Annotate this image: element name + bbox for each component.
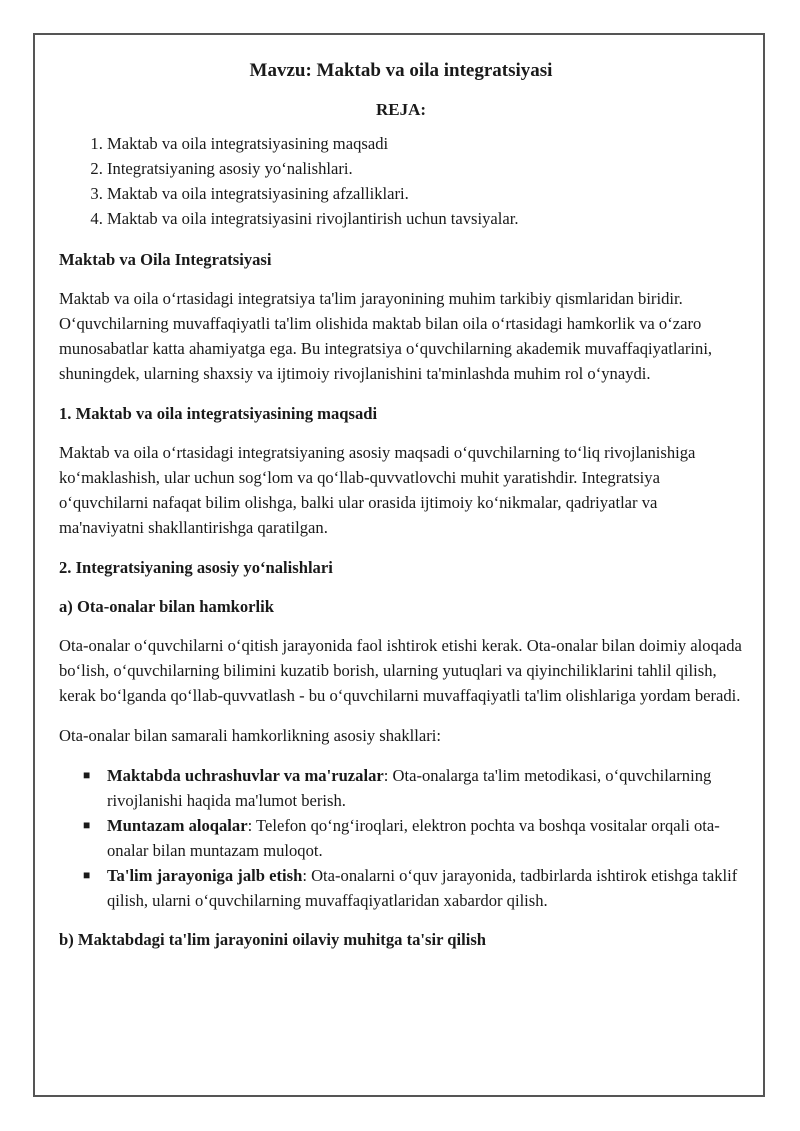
list-item-term: Maktabda uchrashuvlar va ma'ruzalar (107, 766, 384, 785)
subsection-heading-a: a) Ota-onalar bilan hamkorlik (59, 597, 274, 616)
document-content (59, 57, 743, 966)
bullet-icon: ■ (83, 818, 91, 832)
list-item-term: Ta'lim jarayoniga jalb etish (107, 866, 303, 885)
bullet-icon: ■ (83, 768, 91, 782)
list-item (83, 763, 743, 813)
document-title: Mavzu: Maktab va oila integratsiyasi (249, 60, 553, 81)
subsection-heading-b: b) Maktabdagi ta'lim jarayonini oilaviy muhitga ta'sir qilish (59, 930, 487, 949)
plan-list (59, 131, 743, 231)
plan-item: 4. Maktab va oila integratsiyasini rivojlantirish uchun tavsiyalar. (107, 206, 743, 231)
section-heading-intro: Maktab va Oila Integratsiyasi (59, 250, 272, 269)
bullet-icon: ■ (83, 868, 91, 882)
plan-item: 2. Integratsiyaning asosiy yo‘nalishlari. (107, 156, 743, 181)
plan-item: 1. Maktab va oila integratsiyasining maqsadi (107, 131, 743, 156)
list-item-desc: : Ota-onalarga ta'lim metodikasi, o‘quvchilarning rivojlanishi haqida ma'lumot berish. (107, 766, 712, 810)
paragraph-section-1: Maktab va oila o‘rtasidagi integratsiyaning asosiy maqsadi o‘quvchilarning to‘liq rivojlanishiga ko‘maklashish, ular uchun sog‘lom va qo‘llab-quvvatlovchi muhit yaratishdir. Integratsiya o‘quvchilarni nafaqat bilim olishga, balki ular orasida ijtimoiy ko‘nikmalar, qadriyatlar va ma'naviyatni shakllantirishga qaratilgan. (59, 443, 696, 537)
forms-list (59, 763, 743, 913)
section-heading-2: 2. Integratsiyaning asosiy yo‘nalishlari (59, 558, 333, 577)
section-heading-1: 1. Maktab va oila integratsiyasining maqsadi (59, 404, 378, 423)
list-item-desc: : Telefon qo‘ng‘iroqlari, elektron pochta va boshqa vositalar orqali ota-onalar bilan muntazam muloqot. (107, 816, 720, 860)
plan-heading: REJA: (375, 100, 427, 119)
paragraph-intro: Maktab va oila o‘rtasidagi integratsiya ta'lim jarayonining muhim tarkibiy qismlaridan biridir. O‘quvchilarning muvaffaqiyatli ta'lim olishida maktab bilan oila o‘rtasidagi hamkorlik va o‘zaro munosabatlar katta ahamiyatga ega. Bu integratsiya o‘quvchilarning akademik muvaffaqiyatlarini, shuningdek, ularning shaxsiy va ijtimoiy rivojlanishini ta'minlashda muhim rol o‘ynaydi. (59, 289, 713, 383)
list-item (83, 863, 743, 913)
list-item (83, 813, 743, 863)
plan-item: 3. Maktab va oila integratsiyasining afzalliklari. (107, 181, 743, 206)
list-item-term: Muntazam aloqalar (107, 816, 248, 835)
forms-intro: Ota-onalar bilan samarali hamkorlikning asosiy shakllari: (59, 726, 442, 745)
document-page (33, 33, 765, 1097)
paragraph-subsection-a: Ota-onalar o‘quvchilarni o‘qitish jarayonida faol ishtirok etishi kerak. Ota-onalar bilan doimiy aloqada bo‘lish, o‘quvchilarning bilimini kuzatib borish, ularning yutuqlari va qiyinchiliklarini tahlil qilish, kerak bo‘lganda qo‘llab-quvvatlash - bu o‘quvchilarni muvaffaqiyatli ta'lim olishlariga yordam beradi. (59, 636, 742, 705)
list-item-desc: : Ota-onalarni o‘quv jarayonida, tadbirlarda ishtirok etishga taklif qilish, ularni o‘quvchilarning muvaffaqiyatlaridan xabardor qilish. (107, 866, 738, 910)
